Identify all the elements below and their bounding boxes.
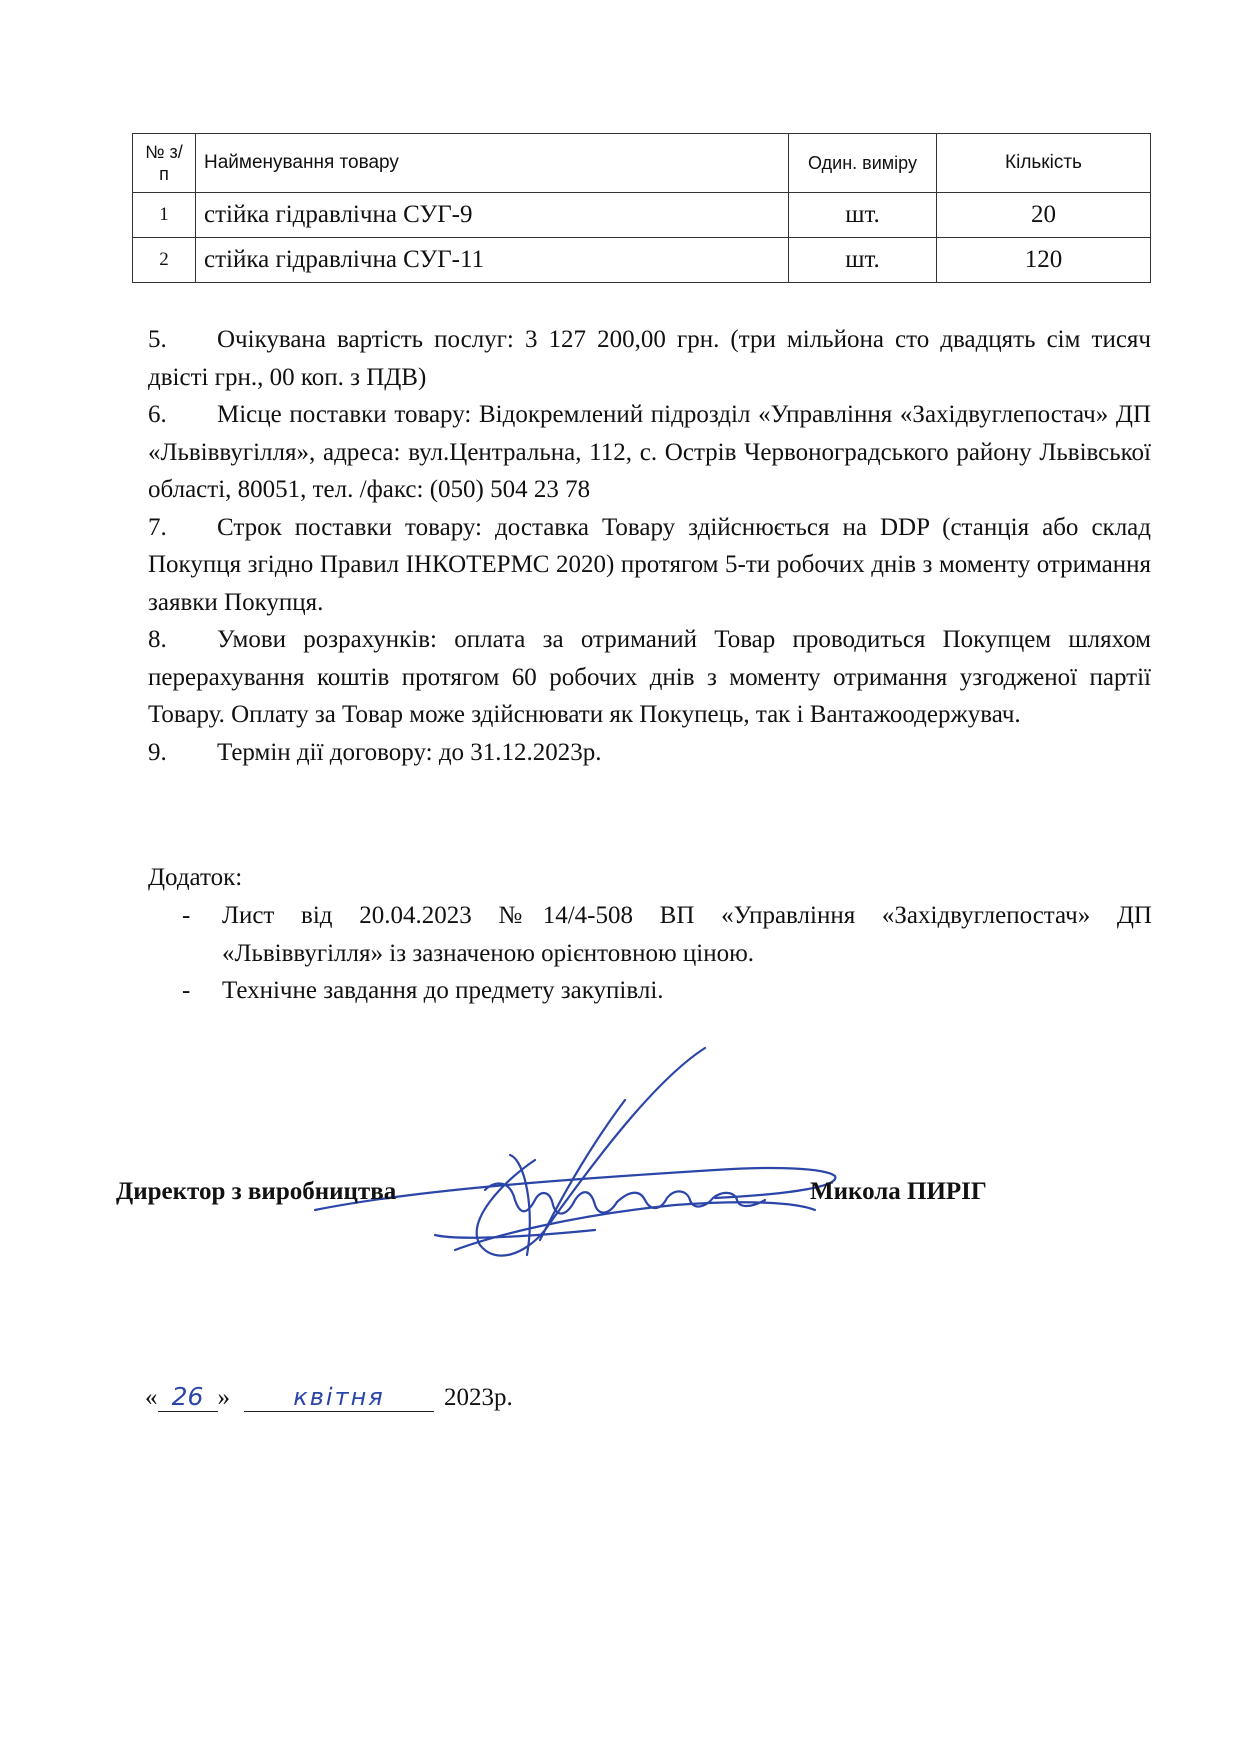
date-day: 26 [158,1382,218,1412]
term-item [148,509,1151,622]
open-quote: « [145,1384,158,1411]
appendix-text: Технічне завдання до предмету закупівлі. [222,977,664,1004]
table-header-row [133,134,1151,193]
row-quantity: 120 [937,238,1151,283]
date-month: квітня [244,1383,434,1412]
term-number: 8. [148,626,167,653]
dash-bullet: - [182,977,191,1004]
close-quote: » [217,1384,230,1411]
term-number: 9. [148,738,167,766]
row-unit: шт. [789,193,937,238]
term-number: 5. [148,326,167,353]
term-text: Місце поставки товару: Відокремлений підрозділ «Управління «Західвуглепостач» ДП «Львіввугілля», адреса: вул.Центральна, 112, с. Острів Червоноградського району Львівської області, 80051, тел. /факс: (050) 504 23 78 [148,401,1151,503]
row-number: 1 [133,193,196,238]
term-item [148,621,1151,734]
row-quantity: 20 [937,193,1151,238]
header-number: № з/п [133,134,196,193]
table-row [133,193,1151,238]
row-number: 2 [133,238,196,283]
terms-list [148,321,1151,771]
header-name: Найменування товару [196,134,789,193]
signatory-name: Микола ПИРІГ [810,1178,987,1205]
appendix-item [182,972,1152,1010]
row-unit: шт. [789,238,937,283]
term-text: Строк поставки товару: доставка Товару здійснюється на DDP (станція або склад Покупця згідно Правил ІНКОТЕРМС 2020) протягом 5-ти робочих днів з моменту отримання заявки Покупця. [148,513,1151,616]
dash-bullet: - [182,902,191,929]
term-text: Термін дії договору: до 31.12.2023р. [217,738,602,766]
date-line [145,1382,513,1412]
header-unit: Один. виміру [789,134,937,193]
term-item [148,396,1151,509]
term-item [148,734,1151,772]
term-text: Очікувана вартість послуг: 3 127 200,00 грн. (три мільйона сто двадцять сім тисяч двісті грн., 00 коп. з ПДВ) [148,326,1151,391]
appendix-list [182,897,1152,1010]
handwritten-signature [295,1040,855,1280]
appendix-text: Лист від 20.04.2023 №14/4-508 ВП «Управління «Західвуглепостач» ДП «Львіввугілля» із зазначеною орієнтовною ціною. [222,902,1152,967]
header-quantity: Кількість [937,134,1151,193]
appendix-title: Додаток: [148,864,243,891]
signatory-position: Директор з виробництва [116,1178,397,1205]
term-item [148,321,1151,396]
term-number: 7. [148,513,167,541]
row-name: стійка гідравлічна СУГ-9 [196,193,789,238]
goods-table [132,133,1151,283]
appendix-item [182,897,1152,972]
date-year: 2023р. [444,1384,513,1411]
term-number: 6. [148,401,167,428]
row-name: стійка гідравлічна СУГ-11 [196,238,789,283]
table-row [133,238,1151,283]
term-text: Умови розрахунків: оплата за отриманий Товар проводиться Покупцем шляхом перерахування коштів протягом 60 робочих днів з моменту отримання узгодженої партії Товару. Оплату за Товар може здійснювати як Покупець, так і Вантажоодержувач. [148,626,1151,728]
